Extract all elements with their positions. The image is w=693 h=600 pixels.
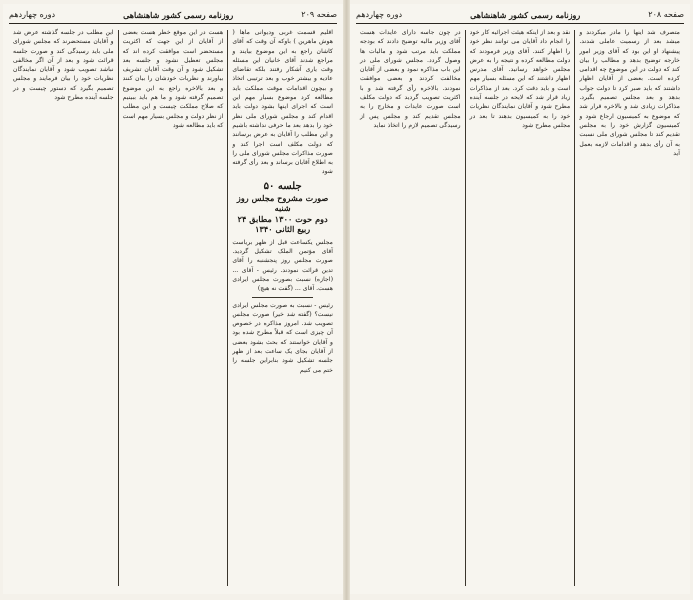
- left-journal-title: روزنامه رسمی کشور شاهنشاهی: [123, 10, 234, 20]
- right-column-2: [466, 28, 575, 588]
- right-column-3: [356, 28, 465, 588]
- left-column-2-text: هست در این موقع خطر هست بعضی از آقایان از این جهت که اکثریت مستحضر است موافقت کرده اند که مجلس تعطیل نشود و جلسه بعد تشکیل شود و آن وقت آقایان تشریف بیاورند و نظریات خودشان را بیان کنند و بعد بالاخره راجع به این موضوع تصمیم گرفته شود و ما هم باید ببینیم که صلاح مملکت چیست و این مطلب از نظر دولت و مجلس بسیار مهم است که باید مطالعه شود: [122, 29, 224, 129]
- session-heading-block: [232, 181, 333, 235]
- right-page-number: صفحه ۲۰۸: [648, 10, 684, 19]
- right-column-2-text: نقد و بعد از اینکه هیئت اجرائیه کار خود را انجام داد آقایان می توانند نظر خود را اظهار کنند. آقای وزیر فرمودند که دولت مطالعه کرده و نتیجه را به عرض مجلس خواهد رسانید. آقای مدرس اظهار داشتند که این مسئله بسیار مهم است و باید دقت کرد. بعد از مذاکرات زیاد قرار شد که لایحه در جلسه آینده مطرح شود و آقایان نمایندگان نظریات خود را به کمیسیون بدهند تا بعد در مجلس مطرح شود: [469, 29, 571, 129]
- right-header-rule: [356, 23, 684, 24]
- right-page: [350, 4, 690, 594]
- left-column-2: [119, 28, 228, 588]
- left-page-number: صفحه ۲۰۹: [301, 10, 337, 19]
- right-columns: [356, 28, 684, 588]
- left-term-label: دوره چهاردهم: [9, 10, 56, 19]
- left-page-header: [9, 8, 337, 22]
- right-term-label: دوره چهاردهم: [356, 10, 403, 19]
- left-column-1-text: اقلیم قسمت غربی ودیوانی ماها ( هوش ماهرین ) باوکه آن وقت که آقای کاشان راجع به این موضوع بیایند و مراجع شدند آقای خانیان این مسئله وقت یاری آشکار رفتند بلکه تقاضای عادیه و بیشتر خوب و بعد ترتیبی اتخاذ و بیچون اقدامات موقت مملکت باید مطالعه کرد موضوع بسیار مهم این است که اجرای اینها بشود دولت باید اقدام کند و مجلس شورای ملی نظر خود را بدهد بعد ما حرفی نداشته باشیم و این مطلب را آقایان به عرض برسانند که دولت مکلف است اجرا کند و صورت مذاکرات مجلس شورای ملی را به اطلاع آقایان برساند و بعد رأی گرفته شود: [232, 29, 333, 176]
- left-column-3: [9, 28, 118, 588]
- session-title: جلسه ۵۰: [263, 180, 302, 192]
- right-page-header: [356, 8, 684, 22]
- right-column-1: [575, 28, 684, 588]
- left-page: [3, 4, 343, 594]
- left-column-1: [228, 28, 337, 588]
- right-column-1-text: متصرف شد اینها را مادر میکردند و میشد بعد از رسمیت عاملی شدند. پیشنهاد او این بود که آقای وزیر امور خارجه توضیح بدهد و مطالب را بیان کند که دولت در این موضوع چه اقدامی کرده است. بعضی از آقایان اظهار داشتند که باید صبر کرد تا دولت جواب بدهد و بعد مجلس تصمیم بگیرد. مذاکرات زیادی شد و بالاخره قرار شد که موضوع به کمیسیون ارجاع شود و کمیسیون گزارش خود را به مجلس تقدیم کند تا مجلس شورای ملی نسبت به آن رأی بدهد و اقدامات لازمه بعمل آید: [579, 29, 680, 157]
- session-date: دوم حوت ۱۳۰۰ مطابق ۲۴ ربیع الثانی ۱۳۴۰: [237, 213, 328, 235]
- left-section-divider: [252, 297, 313, 298]
- left-columns: [9, 28, 337, 588]
- book-gutter: [343, 0, 350, 600]
- session-subtitle: صورت مشروح مجلس روز شنبه: [236, 192, 329, 214]
- session-closing-text: رئیس - نسبت به صورت مجلس ایرادی نیست؟ (گفته شد خیر) صورت مجلس تصویب شد. امروز مذاکره در خصوص آن چیزی است که قبلاً مطرح شده بود و آقایان خواستند که بحث بشود بعضی از آقایان بجای یک ساعت بعد از ظهر جلسه تشکیل شود بنابراین جلسه را ختم می کنیم: [232, 301, 333, 374]
- right-journal-title: روزنامه رسمی کشور شاهنشاهی: [470, 10, 581, 20]
- session-body-text: مجلس یکساعت قبل از ظهر بریاست آقای مؤتمن الملک تشکیل گردید. صورت مجلس روز پنجشنبه را آقای تدین قرائت نمودند. رئیس - آقای ... (اجازه) نسبت بصورت مجلس ایرادی هست. آقای ... (گفت نه هیچ): [232, 238, 333, 293]
- left-header-rule: [9, 23, 337, 24]
- left-column-3-text: این مطلب در جلسه گذشته عرض شد و آقایان مستحضرند که مجلس شورای ملی باید رسیدگی کند و صورت جلسه قرائت شود و بعد از آن اگر مخالفی نباشد تصویب شود و آقایان نمایندگان نظریات خود را بیان فرمایند و مجلس تصمیم بگیرد که دستور چیست و در جلسه آینده مطرح شود: [12, 29, 114, 102]
- right-column-3-text: در چون جاسه دارای عایدات هست آقای وزیر مالیه توضیح دادند که بودجه مملکت باید مرتب شود و مالیات ها وصول گردد. مجلس شورای ملی در این باب مذاکره نمود و بعضی از آقایان مخالفت کردند و بعضی موافقت نمودند. بالاخره رأی گرفته شد و با اکثریت تصویب گردید که دولت مکلف است صورت عایدات و مخارج را به مجلس تقدیم کند و مجلس پس از رسیدگی تصمیم لازم را اتخاذ نماید: [359, 29, 461, 129]
